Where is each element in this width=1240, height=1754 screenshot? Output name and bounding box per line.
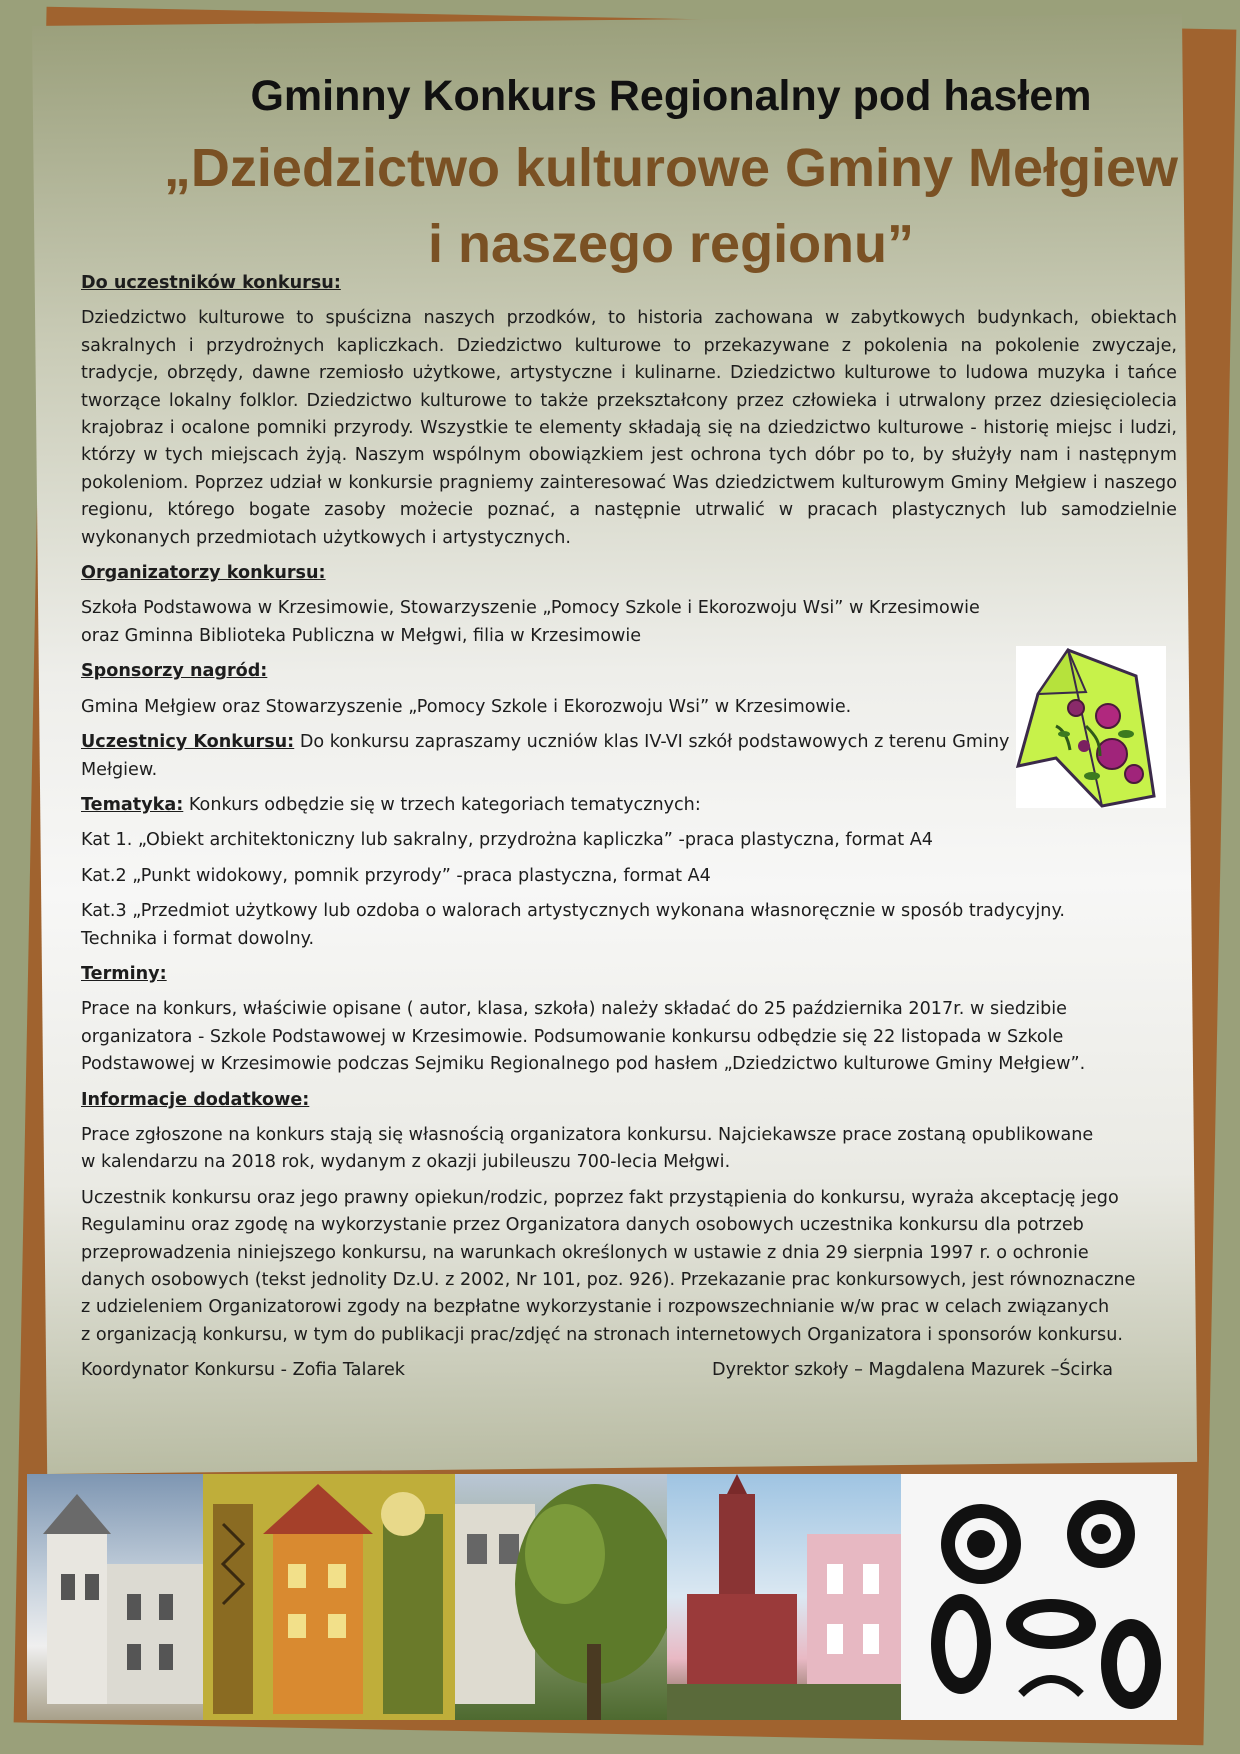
terminy-line-3: Podstawowej w Krzesimowie podczas Sejmiku Regionalnego pod hasłem „Dziedzictwo kulturowe Gminy Mełgiew”. — [81, 1054, 1086, 1075]
heading-participants: Do uczestników konkursu: — [81, 273, 341, 293]
coordinator-signature: Koordynator Konkursu - Zofia Talarek — [81, 1360, 405, 1381]
title-line-1: Gminny Konkurs Regionalny pod hasłem — [250, 72, 1092, 120]
heading-sponsors: Sponsorzy nagród: — [81, 661, 268, 682]
uczestnicy-line-2: Mełgiew. — [81, 759, 158, 780]
participants-text: Dziedzictwo kulturowe to spuścizna naszych przodków, to historia zachowana w zabytkowych budynkach, obiektach sakralnych i przydrożnych kapliczkach. Dziedzictwo kulturowe to przekazywane z pokolenia na pokolenie zwyczaje, tradycje, obrzędy, dawne rzemiosło użytkowe, artystyczne i kulinarne. Dziedzictwo kulturowe to ludowa muzyka i tańce tworzące lokalny folklor. Dziedzictwo kulturowe to także przekształcony przez człowieka i utrwalony przez dziesięciolecia krajobraz i ocalone pomniki przyrody. Wszystkie te elementy składają się na dziedzictwo kulturowe - historię miejsc i ludzi, którzy w tych miejscach żyją. Naszym wspólnym obowiązkiem jest ochrona tych dóbr po to, by służyły nam i następnym pokoleniom. Poprzez udział w konkursie pragniemy zainteresować Was dziedzictwem kulturowym Gminy Mełgiew i naszego regionu, którego bogate zasoby możecie poznać, a następnie utrwalić w pracach plastycznych lub samodzielnie wykonanych przedmiotach użytkowych i artystycznych. — [81, 308, 1177, 548]
info-p1-line-2: w kalendarzu na 2018 rok, wydanym z okazji jubileuszu 700-lecia Mełgwi. — [81, 1152, 731, 1173]
folk-scarf-illustration — [1016, 646, 1166, 808]
heading-uczestnicy: Uczestnicy Konkursu: — [81, 732, 295, 753]
info-p2-line-1: Uczestnik konkursu oraz jego prawny opiekun/rodzic, poprzez fakt przystąpienia do konkursu, wyraża akceptację jego — [81, 1187, 1119, 1208]
category-1: Kat 1. „Obiekt architektoniczny lub sakralny, przydrożna kapliczka” -praca plastyczna, format A4 — [81, 830, 933, 851]
heading-organizers: Organizatorzy konkursu: — [81, 563, 326, 584]
category-3-line-1: Kat.3 „Przedmiot użytkowy lub ozdoba o walorach artystycznych wykonana własnoręcznie w sposób tradycyjny. — [81, 901, 1065, 922]
poster-body — [81, 270, 1177, 1385]
category-2: Kat.2 „Punkt widokowy, pomnik przyrody” -praca plastyczna, format A4 — [81, 865, 711, 886]
info-p2-line-6: z organizacją konkursu, w tym do publikacji prac/zdjęć na stronach internetowych Organizatora i sponsorów konkursu. — [81, 1324, 1123, 1345]
tematyka-paragraph — [81, 792, 1177, 819]
terminy-line-1: Prace na konkurs, właściwie opisane ( autor, klasa, szkoła) należy składać do 25 października 2017r. w siedzibie — [81, 999, 1068, 1020]
manor-photo — [27, 1474, 203, 1720]
tematyka-text: Konkurs odbędzie się w trzech kategoriach tematycznych: — [183, 794, 701, 815]
info-p2-line-2: Regulaminu oraz zgodę na wykorzystanie przez Organizatora danych osobowych uczestnika konkursu dla potrzeb — [81, 1215, 1084, 1236]
tree-photo — [455, 1474, 667, 1720]
organizers-line-1: Szkoła Podstawowa w Krzesimowie, Stowarzyszenie „Pomocy Szkole i Ekorozwoju Wsi” w Krzesimowie — [81, 598, 980, 619]
folk-painting — [203, 1474, 455, 1720]
info-p2-line-3: przeprowadzenia niniejszego konkursu, na warunkach określonych w ustawie z dnia 29 sierpnia 1997 r. o ochronie — [81, 1242, 1089, 1263]
terminy-line-2: organizatora - Szkole Podstawowej w Krzesimowie. Podsumowanie konkursu odbędzie się 22 listopada w Szkole — [81, 1026, 1064, 1047]
info-p1-line-1: Prace zgłoszone na konkurs stają się własnością organizatora konkursu. Najciekawsze prace zostaną opublikowane — [81, 1124, 1094, 1145]
title-line-3: i naszego regionu” — [427, 214, 915, 274]
heading-terminy: Terminy: — [81, 963, 167, 984]
heading-info: Informacje dodatkowe: — [81, 1089, 310, 1110]
church-photo — [667, 1474, 901, 1720]
info-p2-line-4: danych osobowych (tekst jednolity Dz.U. z 2002, Nr 101, poz. 926). Przekazanie prac konkursowych, jest równoznaczne — [81, 1270, 1136, 1290]
sponsors-text: Gmina Mełgiew oraz Stowarzyszenie „Pomocy Szkole i Ekorozwoju Wsi” w Krzesimowie. — [81, 696, 852, 717]
uczestnicy-paragraph — [81, 729, 1177, 756]
title-main — [71, 130, 1240, 282]
category-3-line-2: Technika i format dowolny. — [81, 928, 315, 949]
uczestnicy-line-1: Do konkursu zapraszamy uczniów klas IV-VI szkół podstawowych z terenu Gminy — [294, 732, 1010, 753]
folk-cutout-pattern — [901, 1474, 1177, 1720]
title-line-2: „Dziedzictwo kulturowe Gminy Mełgiew — [163, 138, 1179, 198]
director-signature: Dyrektor szkoły – Magdalena Mazurek –Ścirka — [712, 1360, 1113, 1381]
organizers-line-2: oraz Gminna Biblioteka Publiczna w Mełgwi, filia w Krzesimowie — [81, 625, 642, 646]
signatures — [81, 1357, 1113, 1384]
heading-tematyka: Tematyka: — [81, 794, 184, 815]
photo-strip — [27, 1474, 1177, 1720]
info-p2-line-5: z udzieleniem Organizatorowi zgody na bezpłatne wykorzystanie i rozpowszechnianie w/w prac w celach związanych — [81, 1297, 1110, 1318]
